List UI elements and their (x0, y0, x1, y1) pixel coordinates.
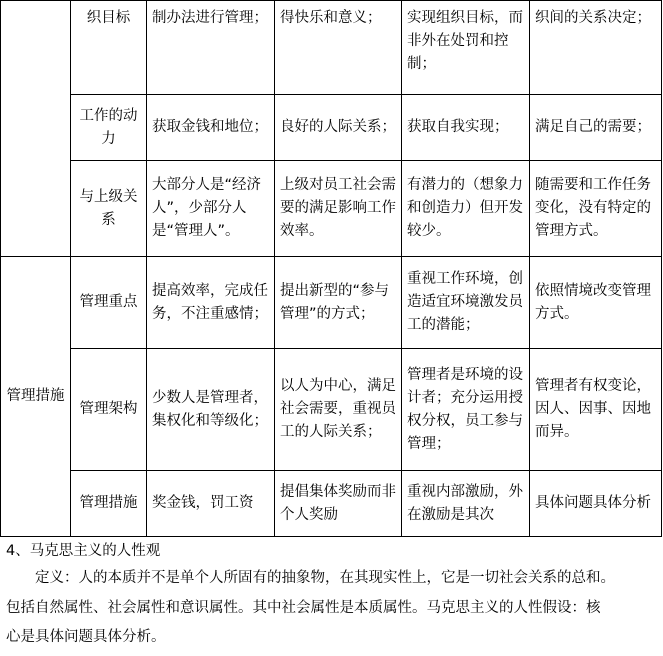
row-label: 与上级关系 (71, 161, 147, 257)
table-cell: 具体问题具体分析 (530, 471, 662, 537)
table-cell: 少数人是管理者，集权化和等级化； (147, 349, 275, 471)
table-cell: 提高效率，完成任务，不注重感情； (147, 257, 275, 349)
table-cell: 管理者是环境的设计者；充分运用授权分权，员工参与管理； (402, 349, 530, 471)
table-cell: 上级对员工社会需要的满足影响工作效率。 (275, 161, 402, 257)
row-label: 织目标 (71, 1, 147, 95)
row-label: 管理措施 (71, 471, 147, 537)
table-cell: 得快乐和意义； (275, 1, 402, 95)
row-label: 工作的动力 (71, 95, 147, 161)
table-cell: 织间的关系决定； (530, 1, 662, 95)
section-heading: 4、马克思主义的人性观 (6, 543, 161, 559)
table-row (1, 257, 662, 349)
table-cell: 满足自己的需要； (530, 95, 662, 161)
row-label: 管理架构 (71, 349, 147, 471)
table-cell: 良好的人际关系； (275, 95, 402, 161)
table-cell: 实现组织目标，而非外在处罚和控制； (402, 1, 530, 95)
table-row (1, 1, 662, 95)
definition-line-3: 心是具体问题具体分析。 (6, 629, 166, 645)
table-cell: 奖金钱，罚工资 (147, 471, 275, 537)
table-row (1, 161, 662, 257)
group-cell-continued (1, 1, 71, 257)
table-cell: 大部分人是“经济人”，少部分人是“管理人”。 (147, 161, 275, 257)
group-cell-management-measures: 管理措施 (1, 257, 71, 537)
table-cell: 管理者有权变论，因人、因事、因地而异。 (530, 349, 662, 471)
table-cell: 依照情境改变管理方式。 (530, 257, 662, 349)
table-cell: 提倡集体奖励而非个人奖励 (275, 471, 402, 537)
table-cell: 制办法进行管理； (147, 1, 275, 95)
table-row (1, 95, 662, 161)
table-cell: 有潜力的（想象力和创造力）但开发较少。 (402, 161, 530, 257)
table-row (1, 471, 662, 537)
table-row (1, 349, 662, 471)
table-cell: 提出新型的“参与管理”的方式； (275, 257, 402, 349)
table-cell: 重视工作环境，创造适宜环境激发员工的潜能； (402, 257, 530, 349)
table-cell: 获取自我实现； (402, 95, 530, 161)
table-cell: 随需要和工作任务变化，没有特定的管理方式。 (530, 161, 662, 257)
row-label: 管理重点 (71, 257, 147, 349)
table-cell: 重视内部激励，外在激励是其次 (402, 471, 530, 537)
table-cell: 以人为中心，满足社会需要，重视员工的人际关系； (275, 349, 402, 471)
definition-line-2: 包括自然属性、社会属性和意识属性。其中社会属性是本质属性。马克思主义的人性假设：核 (6, 600, 601, 616)
table-cell: 获取金钱和地位； (147, 95, 275, 161)
definition-line-1: 定义：人的本质并不是单个人所固有的抽象物，在其现实性上，它是一切社会关系的总和。 (35, 570, 615, 586)
